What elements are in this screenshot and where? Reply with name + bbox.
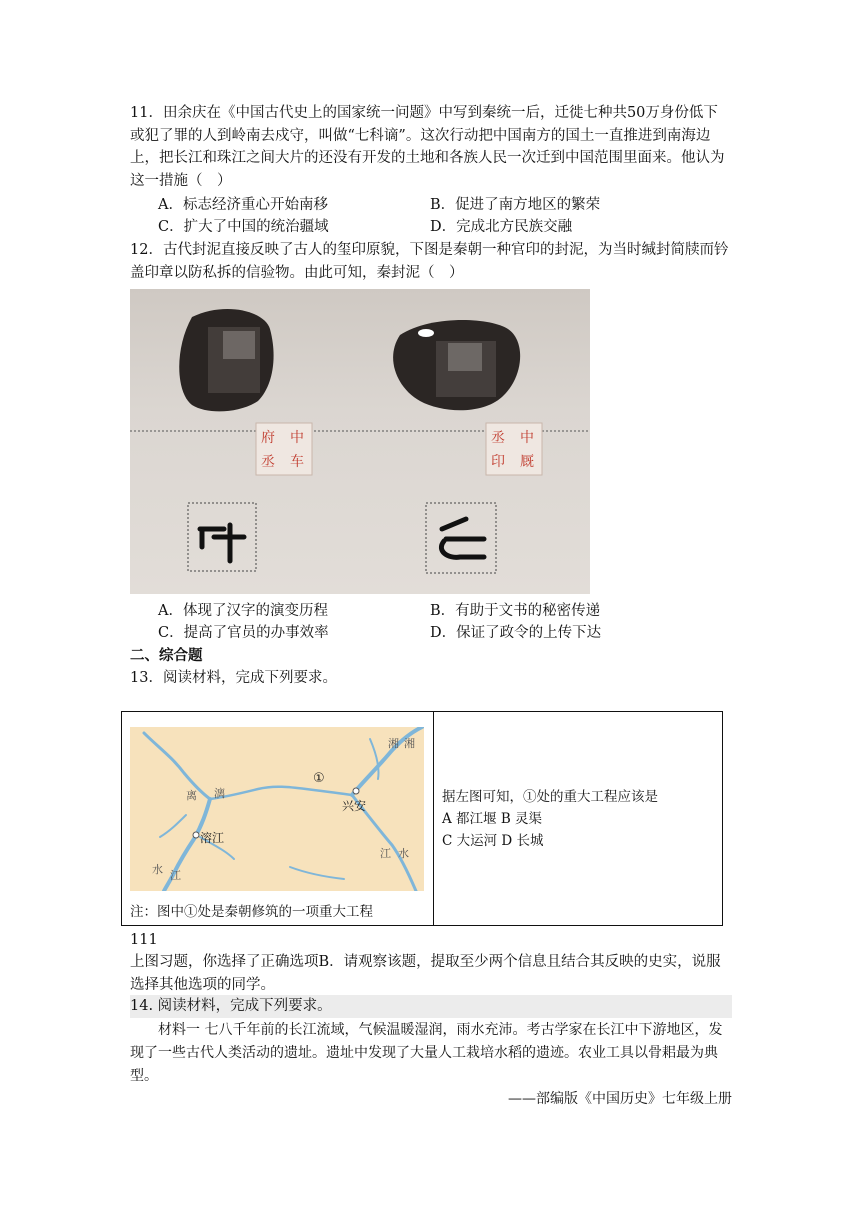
q13-choices-line-2[interactable]: C 大运河 D 长城	[442, 833, 544, 849]
q12-option-b[interactable]: B．有助于文书的秘密传递	[430, 603, 601, 619]
q13-table	[121, 711, 723, 926]
q12-option-d[interactable]: D．保证了政令的上传下达	[430, 625, 602, 641]
map-label-li: 离	[186, 789, 197, 802]
seal-label-left-1: 府	[261, 430, 275, 446]
q11-stem: 11．田余庆在《中国古代史上的国家统一问题》中写到秦统一后，迁徙七种共50万身份低下或犯了罪的人到岭南去戍守，叫做“七科谪”。这次行动把中国南方的国土一直推进到南海边上，把长江和珠江之间大片的还没有开发的土地和各族人民一次迁到中国范围里面来。他认为这一措施（ ）	[130, 105, 725, 189]
map-label-li-2: 漓	[214, 787, 225, 800]
map-label-xiang: 湘	[388, 737, 399, 750]
table-divider	[433, 712, 434, 925]
q12-option-c[interactable]: C．提高了官员的办事效率	[158, 625, 329, 641]
seal-label-right-1: 丞	[491, 430, 505, 446]
q11-option-a[interactable]: A．标志经济重心开始南移	[158, 197, 328, 213]
map-label-xiang-2: 湘	[404, 737, 415, 750]
q13-question-text: 据左图可知，①处的重大工程应该是	[442, 789, 658, 805]
q14-source: ——部编版《中国历史》七年级上册	[508, 1091, 732, 1107]
map-label-xingan: 兴安	[342, 799, 367, 813]
seal-label-right-3: 印	[491, 454, 505, 470]
map-label-jiang: 江	[380, 847, 391, 860]
map-note: 注：图中①处是秦朝修筑的一项重大工程	[130, 904, 373, 920]
seal-label-left-4: 车	[290, 454, 304, 470]
q13-followup: 上图习题，你选择了正确选项B．请观察该题，提取至少两个信息且结合其反映的史实，说服选择其他选项的同学。	[130, 954, 721, 993]
q13-number: 111	[130, 932, 158, 948]
seal-photo	[130, 289, 590, 594]
q11-option-c[interactable]: C．扩大了中国的统治疆域	[158, 219, 329, 235]
q11-option-d[interactable]: D．完成北方民族交融	[430, 219, 573, 235]
map-label-shui: 水	[398, 847, 409, 860]
seal-label-right-4: 厩	[520, 454, 534, 470]
canal-map	[130, 727, 424, 891]
map-label-jiang-2: 江	[170, 869, 181, 882]
seal-label-left-3: 丞	[261, 454, 275, 470]
q11-option-b[interactable]: B．促进了南方地区的繁荣	[430, 197, 601, 213]
seal-label-left-2: 中	[290, 430, 304, 446]
map-label-circle-1: ①	[313, 771, 325, 786]
q13-choices-line-1[interactable]: A 都江堰 B 灵渠	[442, 811, 543, 827]
q13-intro: 13．阅读材料，完成下列要求。	[130, 670, 337, 686]
map-label-shui-2: 水	[152, 863, 163, 876]
q14-intro: 14. 阅读材料，完成下列要求。	[130, 998, 332, 1014]
map-label-rongjiang: 溶江	[200, 831, 225, 845]
q13-question	[442, 786, 658, 852]
section-heading: 二、综合题	[130, 647, 203, 664]
q14-material-1: 材料一 七八千年前的长江流域，气候温暖湿润，雨水充沛。考古学家在长江中下游地区，发现了一些古代人类活动的遗址。遗址中发现了大量人工栽培水稻的遗迹。农业工具以骨耜最为典型。	[130, 1022, 723, 1084]
q12-option-a[interactable]: A．体现了汉字的演变历程	[158, 603, 328, 619]
seal-label-right-2: 中	[520, 430, 534, 446]
q12-stem: 12．古代封泥直接反映了古人的玺印原貌，下图是秦朝一种官印的封泥，为当时缄封简牍而钤盖印章以防私拆的信验物。由此可知，秦封泥（ ）	[130, 242, 729, 281]
